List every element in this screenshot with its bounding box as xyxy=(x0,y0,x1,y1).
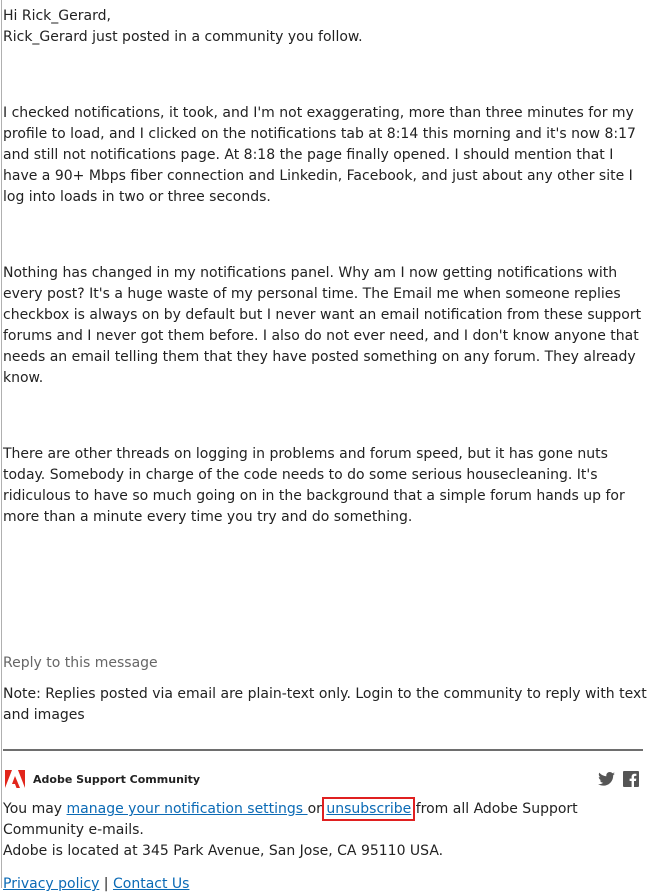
post-paragraph-3: There are other threads on logging in problems and forum speed, but it has gone nuts today. Somebody in charge of the code needs to do some serious housecleaning. It's ridiculous to have so much going on in the background that a simple forum hands up for more than a minute every time you try and do something. xyxy=(3,446,625,525)
email-body xyxy=(3,6,648,726)
reply-link[interactable]: Reply to this message xyxy=(3,655,158,671)
notification-settings-text xyxy=(3,799,643,841)
left-border xyxy=(1,0,2,888)
plain-text-note: Note: Replies posted via email are plain-text only. Login to the community to reply with text and images xyxy=(3,686,647,723)
post-paragraph-2: Nothing has changed in my notifications panel. Why am I now getting notifications with every post? It's a huge waste of my personal time. The Email me when someone replies checkbox is always on by default but I never want an email notification from these support forums and I never got them before. I also do not ever need, and I don't know anyone that needs an email telling them that they have posted something on any forum. They already know. xyxy=(3,265,642,386)
manage-notification-settings-link[interactable]: manage your notification settings xyxy=(66,801,308,817)
email-footer xyxy=(3,768,643,895)
adobe-logo-icon xyxy=(5,770,25,788)
privacy-policy-link[interactable]: Privacy policy xyxy=(3,876,100,892)
unsubscribe-link[interactable]: unsubscribe xyxy=(326,801,412,817)
footer-links xyxy=(3,874,643,895)
or-text: or xyxy=(307,801,327,817)
facebook-icon[interactable] xyxy=(623,771,639,787)
footer-divider xyxy=(3,749,643,751)
social-links xyxy=(598,771,639,787)
you-may-text: You may xyxy=(3,801,67,817)
contact-us-link[interactable]: Contact Us xyxy=(112,876,190,892)
intro-text: Rick_Gerard just posted in a community you follow. xyxy=(3,29,363,45)
twitter-icon[interactable] xyxy=(598,772,615,786)
address-text: Adobe is located at 345 Park Avenue, San Jose, CA 95110 USA. xyxy=(3,843,444,859)
brand-name: Adobe Support Community xyxy=(33,772,201,786)
unsubscribe-rest-text: from all Adobe Support Community e-mails. xyxy=(3,801,578,838)
link-separator: | xyxy=(99,876,113,892)
post-paragraph-1: I checked notifications, it took, and I'm not exaggerating, more than three minutes for my profile to load, and I clicked on the notifications tab at 8:14 this morning and it's now 8:17 and still not notifications page. At 8:18 the page finally opened. I should mention that I have a 90+ Mbps fiber connection and Linkedin, Facebook, and just about any other site I log into loads in two or three seconds. xyxy=(3,105,636,205)
brand-row xyxy=(3,768,643,790)
greeting: Hi Rick_Gerard, xyxy=(3,8,111,24)
